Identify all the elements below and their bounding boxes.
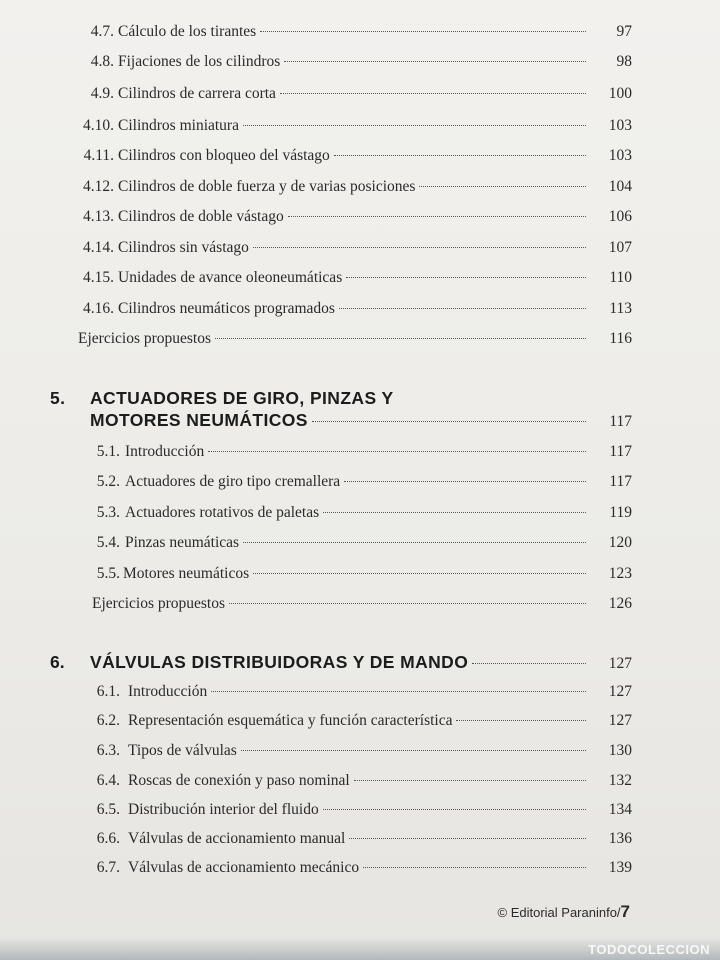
- entry-number: 5.5.: [96, 565, 120, 582]
- toc-entry: [86, 829, 632, 849]
- entry-number: 4.14.: [83, 239, 114, 256]
- entry-number: 4.11.: [83, 147, 114, 164]
- entry-number: 4.15.: [83, 269, 114, 286]
- dot-leader: [312, 421, 586, 422]
- exercises-label: Ejercicios propuestos: [78, 330, 212, 347]
- page-footer: [498, 902, 631, 922]
- entry-title: Cilindros sin vástago: [118, 239, 249, 256]
- dot-leader: [208, 451, 586, 452]
- entry-title: Válvulas de accionamiento manual: [128, 830, 346, 847]
- entry-page: 106: [608, 208, 632, 225]
- entry-page: 117: [609, 473, 632, 490]
- dot-leader: [284, 61, 586, 62]
- entry-number: 6.5.: [96, 801, 120, 818]
- toc-exercises: [78, 329, 632, 349]
- toc-entry: [70, 268, 632, 288]
- entry-page: 127: [608, 712, 632, 729]
- toc-exercises: [92, 594, 632, 614]
- chapter-title-cont: MOTORES NEUMÁTICOS: [90, 410, 308, 430]
- toc-entry: [86, 771, 632, 791]
- toc-entry: [70, 116, 632, 136]
- dot-leader: [363, 867, 586, 868]
- entry-title: Cilindros miniatura: [118, 117, 239, 134]
- dot-leader: [215, 338, 586, 339]
- entry-number: 4.16.: [83, 300, 114, 317]
- dot-leader: [334, 155, 586, 156]
- page-number: 7: [620, 902, 630, 921]
- dot-leader: [253, 247, 586, 248]
- dot-leader: [323, 809, 586, 810]
- toc-entry: [86, 503, 632, 523]
- entry-page: 104: [608, 178, 632, 195]
- toc-entry: [86, 442, 632, 462]
- entry-number: 5.1.: [96, 443, 120, 460]
- dot-leader: [288, 216, 586, 217]
- toc-entry: [86, 741, 632, 761]
- chapter-page: 127: [608, 655, 632, 672]
- entry-title: Cilindros neumáticos programados: [118, 300, 335, 317]
- entry-page: 98: [616, 53, 632, 70]
- dot-leader: [456, 720, 586, 721]
- chapter-page: 117: [609, 413, 632, 430]
- watermark-text: TODOCOLECCION: [588, 942, 710, 957]
- entry-title: Unidades de avance oleoneumáticas: [118, 269, 343, 286]
- toc-entry: [86, 682, 632, 702]
- entry-page: 123: [608, 565, 632, 582]
- chapter-heading: [50, 388, 590, 408]
- dot-leader: [323, 512, 586, 513]
- entry-number: 5.3.: [96, 504, 120, 521]
- dot-leader: [472, 663, 586, 664]
- entry-title: Introducción: [128, 683, 208, 700]
- entry-page: 117: [609, 443, 632, 460]
- entry-title: Roscas de conexión y paso nominal: [128, 772, 350, 789]
- entry-number: 4.9.: [90, 85, 114, 102]
- entry-page: 97: [616, 23, 632, 40]
- entry-page: 139: [608, 859, 632, 876]
- toc-entry: [70, 52, 632, 72]
- entry-number: 4.13.: [83, 208, 114, 225]
- dot-leader: [280, 93, 586, 94]
- toc-entry: [70, 146, 632, 166]
- chapter-title: VÁLVULAS DISTRIBUIDORAS Y DE MANDO: [90, 652, 469, 672]
- entry-number: 4.8.: [90, 53, 114, 70]
- entry-number: 5.2.: [96, 473, 120, 490]
- entry-number: 6.7.: [96, 859, 120, 876]
- entry-title: Representación esquemática y función característica: [128, 712, 453, 729]
- entry-page: 103: [608, 117, 632, 134]
- toc-entry: [70, 207, 632, 227]
- entry-page: 113: [609, 300, 632, 317]
- toc-entry: [70, 22, 632, 42]
- entry-title: Fijaciones de los cilindros: [118, 53, 281, 70]
- toc-entry: [70, 84, 632, 104]
- entry-page: 132: [608, 772, 632, 789]
- entry-title: Válvulas de accionamiento mecánico: [128, 859, 360, 876]
- entry-title: Cilindros de doble fuerza y de varias posiciones: [118, 178, 416, 195]
- dot-leader: [344, 481, 586, 482]
- watermark-band: [0, 938, 720, 960]
- dot-leader: [211, 691, 586, 692]
- chapter-number: 5.: [50, 388, 66, 408]
- toc-entry: [86, 533, 632, 553]
- entry-number: 5.4.: [96, 534, 120, 551]
- entry-number: 6.1.: [96, 683, 120, 700]
- entry-number: 4.12.: [83, 178, 114, 195]
- chapter-title: ACTUADORES DE GIRO, PINZAS Y: [90, 388, 394, 408]
- toc-entry: [86, 858, 632, 878]
- entry-title: Cilindros de carrera corta: [118, 85, 276, 102]
- dot-leader: [241, 750, 586, 751]
- dot-leader: [229, 603, 586, 604]
- entry-title: Cilindros con bloqueo del vástago: [118, 147, 330, 164]
- chapter-number: 6.: [50, 652, 65, 672]
- entry-number: 4.10.: [83, 117, 114, 134]
- entry-page: 120: [608, 534, 632, 551]
- entry-page: 107: [608, 239, 632, 256]
- entry-page: 126: [608, 595, 632, 612]
- entry-title: Actuadores rotativos de paletas: [125, 504, 320, 521]
- dot-leader: [339, 308, 586, 309]
- entry-title: Cálculo de los tirantes: [118, 23, 257, 40]
- entry-page: 127: [608, 683, 632, 700]
- entry-number: 6.3.: [96, 742, 120, 759]
- entry-title: Tipos de válvulas: [128, 742, 237, 759]
- toc-entry: [70, 299, 632, 319]
- dot-leader: [260, 31, 586, 32]
- dot-leader: [354, 780, 586, 781]
- entry-title: Actuadores de giro tipo cremallera: [125, 473, 341, 490]
- entry-page: 130: [608, 742, 632, 759]
- entry-page: 103: [608, 147, 632, 164]
- entry-page: 116: [609, 330, 632, 347]
- entry-title: Motores neumáticos: [123, 565, 250, 582]
- entry-number: 6.2.: [96, 712, 120, 729]
- entry-page: 136: [608, 830, 632, 847]
- toc-entry: [70, 177, 632, 197]
- toc-entry: [86, 564, 632, 584]
- toc-entry: [70, 238, 632, 258]
- chapter-heading-line: [50, 652, 632, 674]
- entry-title: Pinzas neumáticas: [125, 534, 240, 551]
- entry-title: Introducción: [125, 443, 205, 460]
- dot-leader: [419, 186, 586, 187]
- exercises-label: Ejercicios propuestos: [92, 595, 226, 612]
- entry-page: 134: [608, 801, 632, 818]
- entry-number: 4.7.: [90, 23, 114, 40]
- dot-leader: [346, 277, 586, 278]
- entry-page: 110: [609, 269, 632, 286]
- entry-number: 6.4.: [96, 772, 120, 789]
- chapter-heading-line: [90, 410, 632, 432]
- entry-page: 119: [609, 504, 632, 521]
- dot-leader: [253, 573, 586, 574]
- entry-title: Distribución interior del fluido: [128, 801, 319, 818]
- dot-leader: [243, 125, 586, 126]
- toc-entry: [86, 800, 632, 820]
- toc-entry: [86, 711, 632, 731]
- dot-leader: [349, 838, 586, 839]
- entry-title: Cilindros de doble vástago: [118, 208, 284, 225]
- toc-entry: [86, 472, 632, 492]
- entry-page: 100: [608, 85, 632, 102]
- entry-number: 6.6.: [96, 830, 120, 847]
- publisher-credit: © Editorial Paraninfo/: [497, 905, 621, 920]
- dot-leader: [243, 542, 586, 543]
